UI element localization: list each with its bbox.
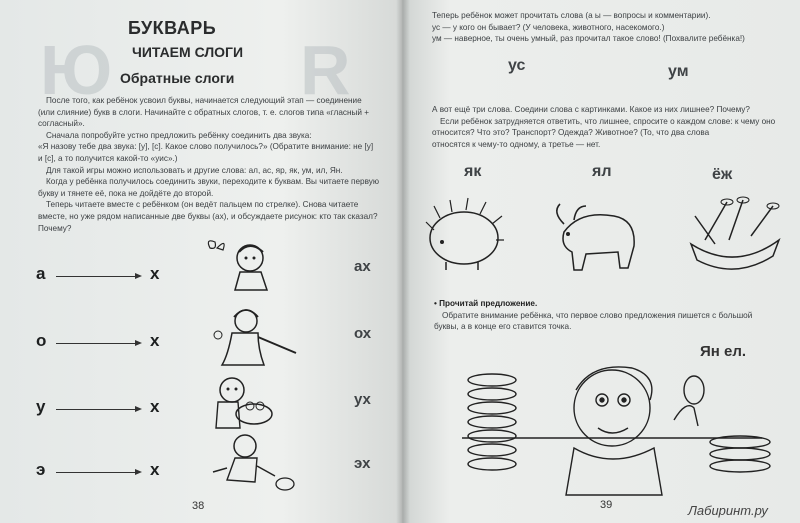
syllable: ох: [354, 325, 372, 342]
consonant-letter: х: [150, 460, 160, 479]
child-running-illustration: [205, 432, 300, 494]
paragraph-line: ус — у кого он бывает? (У человека, животного, насекомого.): [432, 22, 665, 32]
paragraph-line: Теперь читаете вместе с ребёнком (он ведёт пальцем по стрелке). Снова читаете: [46, 200, 359, 210]
word: ус: [508, 57, 526, 74]
background-decoration: Ю: [40, 31, 113, 109]
reading-arrow: [56, 409, 136, 410]
intro-text: [432, 10, 792, 45]
word: ум: [668, 63, 689, 80]
paragraph-line: согласный».: [38, 119, 85, 129]
granny-illustration: [208, 305, 303, 367]
child-butterfly-illustration: [205, 238, 275, 294]
task-text: [432, 104, 792, 150]
vowel-letter: о: [36, 331, 47, 350]
paragraph-line: Почему?: [38, 223, 72, 233]
paragraph-line: «Я назову тебе два звука: [у], [с]. Какое слово получилось?» (Обратите внимание: не [у]: [38, 142, 374, 152]
instruction-text: [38, 95, 388, 234]
sentence: Ян ел.: [700, 343, 747, 360]
consonant-letter: х: [150, 397, 160, 416]
reading-task: [434, 298, 789, 333]
paragraph-line: После того, как ребёнок усвоил буквы, начинается следующий этап — соединение: [46, 96, 362, 105]
syllable: эх: [354, 455, 371, 472]
paragraph-line: Если ребёнок затрудняется ответить, что лишнее, спросите о каждом слове: к чему оно: [440, 116, 776, 126]
paragraph-line: Сначала попробуйте устно предложить ребёнку соединить два звука:: [46, 130, 312, 140]
paragraph-line: (или слияние) букв в слоги. Начинайте с обратных слогов, т. е. слогов типа «гласный +: [38, 107, 370, 117]
task-title: • Прочитай предложение.: [434, 299, 538, 308]
paragraph-line: Для такой игры можно использовать и другие слова: ал, ас, яр, як, ум, ил, Ян.: [46, 165, 343, 175]
paragraph-line: вместе, но уже рядом написанные две буквы (ах), и обсуждаете рисунок: кто так сказал?: [38, 211, 378, 221]
consonant-letter: х: [150, 264, 160, 283]
boy-eating-illustration: [462, 360, 782, 495]
store-watermark: Лабиринт.ру: [688, 503, 768, 518]
paragraph-line: относятся к чему-то одному, а третье — нет.: [432, 139, 601, 149]
page-number: 38: [192, 500, 205, 512]
book-header: БУКВАРЬ: [128, 18, 217, 38]
paragraph-line: Обратите внимание ребёнка, что первое слово предложения пишется с большой: [442, 310, 753, 320]
vowel-letter: а: [36, 264, 46, 283]
syllable: ух: [354, 391, 371, 408]
background-decoration: R: [300, 31, 351, 109]
reading-arrow: [56, 343, 136, 344]
paragraph-line: Теперь ребёнок может прочитать слова (а ы — вопросы и комментарии).: [432, 11, 711, 20]
syllable: ах: [354, 258, 371, 275]
paragraph-line: относится? Что это? Транспорт? Одежда? Животное? (То, что два слова: [432, 128, 710, 138]
section-title: Обратные слоги: [120, 70, 235, 86]
child-basket-illustration: [210, 372, 280, 432]
reading-arrow: [56, 472, 136, 473]
word: як: [464, 163, 482, 180]
word: ёж: [712, 166, 733, 183]
page-number: 39: [600, 499, 613, 511]
right-page: [402, 0, 800, 523]
paragraph-line: ум — наверное, ты очень умный, раз прочитал такое слово! (Похвалите ребёнка!): [432, 34, 745, 44]
paragraph-line: А вот ещё три слова. Соедини слова с картинками. Какое из них лишнее? Почему?: [432, 105, 750, 114]
word: ял: [592, 163, 612, 180]
page-subtitle: ЧИТАЕМ СЛОГИ: [132, 44, 244, 60]
paragraph-line: букву и тянете её, пока не дойдёте до второй.: [38, 188, 214, 198]
hedgehog-illustration: [422, 200, 504, 270]
paragraph-line: буквы, а в конце его ставится точка.: [434, 322, 572, 332]
boat-illustration: [685, 196, 785, 280]
reading-arrow: [56, 276, 136, 277]
consonant-letter: х: [150, 331, 160, 350]
vowel-letter: э: [36, 460, 46, 479]
book-gutter: [396, 0, 410, 523]
paragraph-line: и [с], а то получится какой-то «уис».): [38, 153, 178, 163]
vowel-letter: у: [36, 397, 46, 416]
yak-illustration: [550, 202, 642, 274]
paragraph-line: Когда у ребёнка получилось соединить звуки, переходите к буквам. Вы читаете первую: [46, 177, 379, 187]
